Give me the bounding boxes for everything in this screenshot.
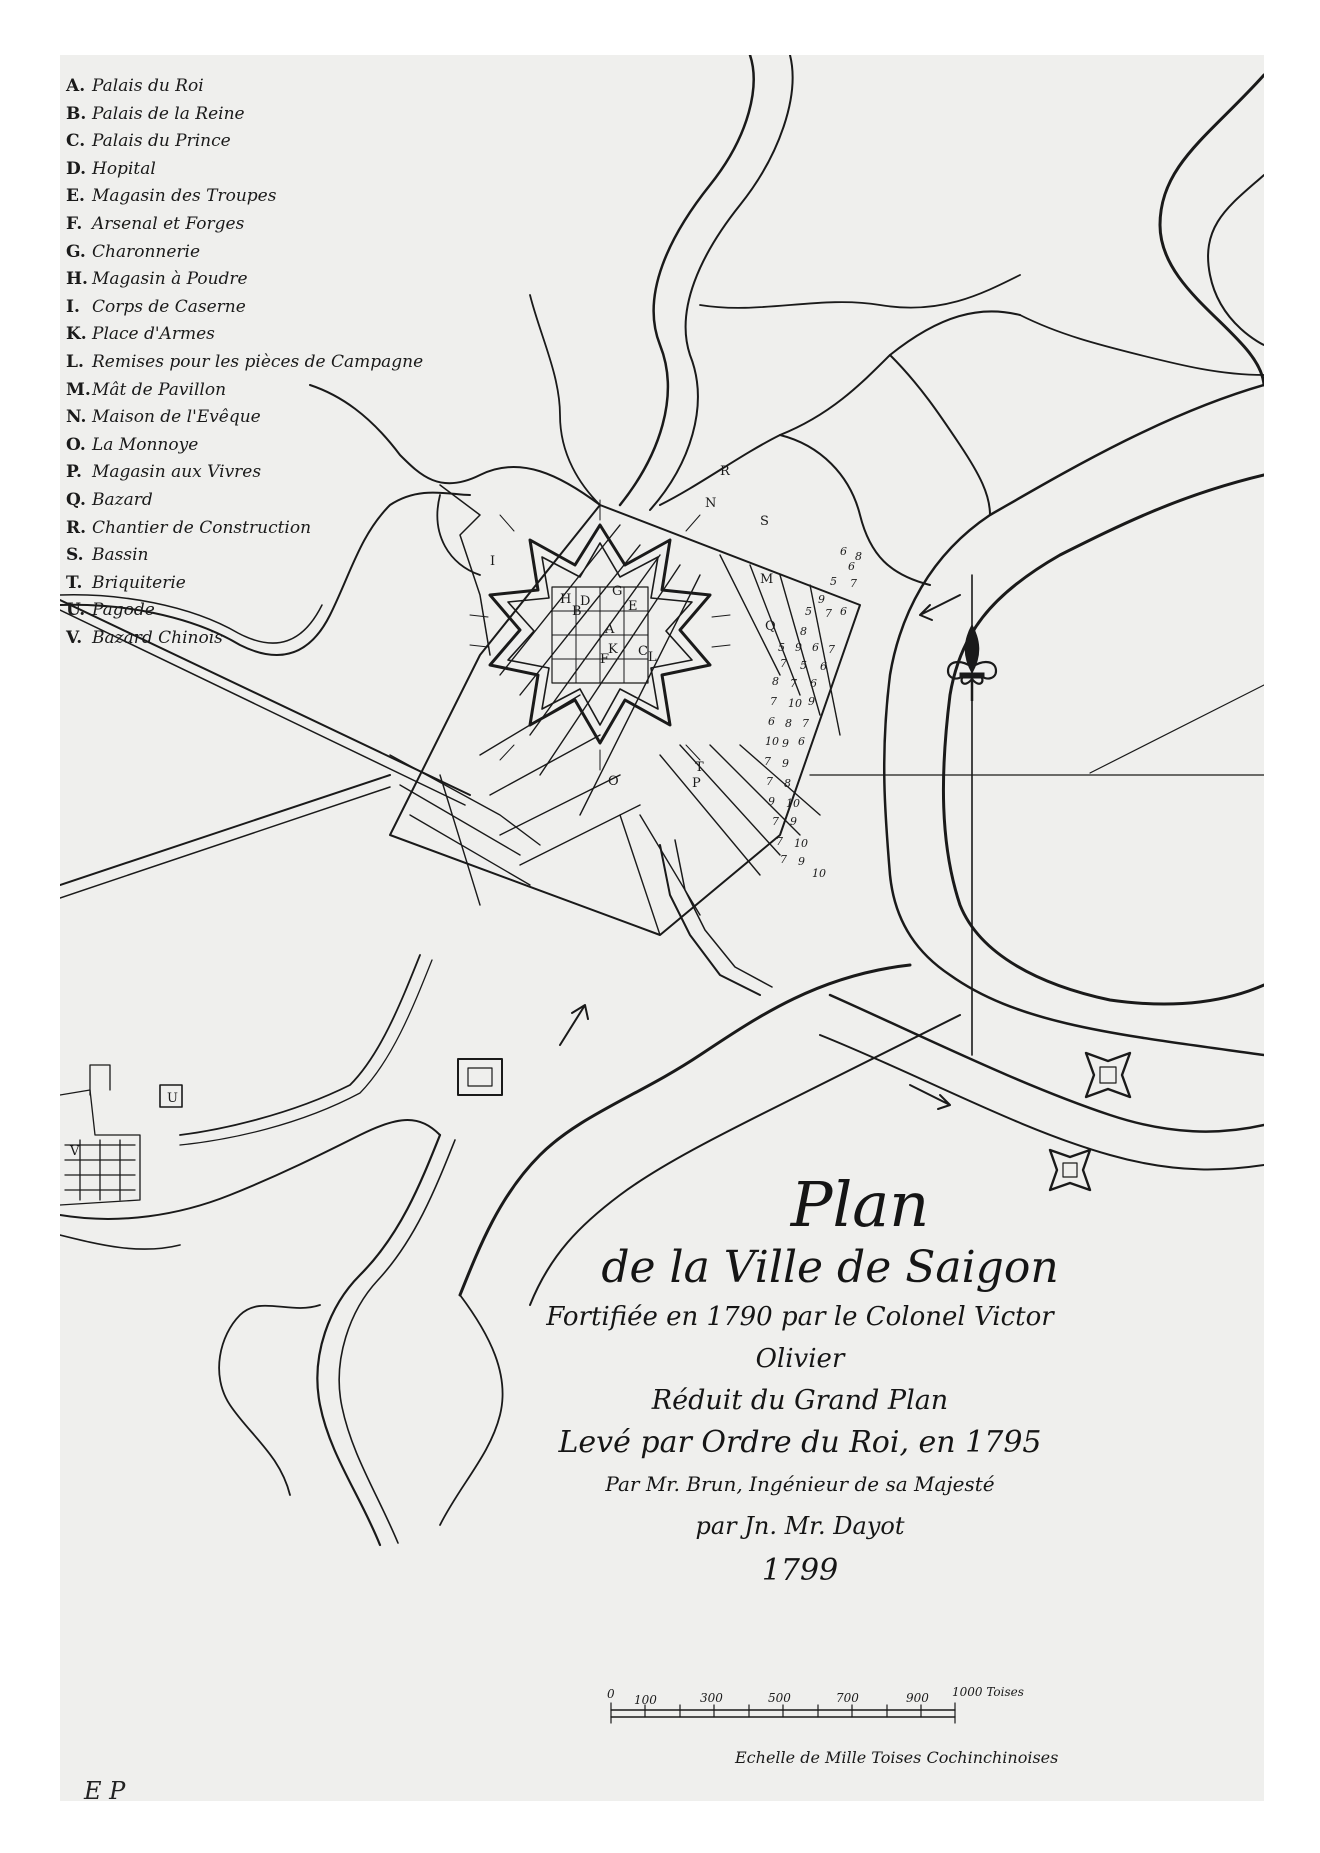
legend-item: [66, 211, 423, 239]
sounding: 9: [818, 593, 825, 606]
sounding: 7: [850, 577, 857, 590]
legend-item: [66, 542, 423, 570]
map-letter: B: [572, 604, 582, 619]
map-sheet: [60, 55, 1264, 1801]
legend-key: V.: [66, 627, 83, 648]
sw-road-b: [180, 960, 432, 1145]
map-letter: K: [608, 642, 618, 657]
river-east-bank: [943, 475, 1264, 1004]
legend-key: G.: [66, 241, 86, 262]
title-surveyed: Levé par Ordre du Roi, en 1795: [558, 1425, 1042, 1460]
legend-label: Bazard Chinois: [92, 627, 223, 648]
east-redoubt: [1086, 1053, 1130, 1097]
legend-item: [66, 597, 423, 625]
sounding: 10: [812, 867, 826, 880]
legend-item: [66, 625, 423, 653]
sounding: 9: [798, 855, 805, 868]
legend-label: Hopital: [92, 158, 156, 179]
scale-bar: [611, 1703, 955, 1723]
sounding: 6: [840, 605, 847, 618]
sounding: 7: [776, 835, 783, 848]
sounding: 6: [812, 641, 819, 654]
sounding: 10: [765, 735, 779, 748]
title-fortified: Fortifiée en 1790 par le Colonel Victor Olivier: [546, 1302, 1054, 1374]
north-creek-4: [890, 355, 990, 515]
main-river-bank-outer: [1160, 75, 1264, 385]
sounding: 5: [800, 659, 807, 672]
sounding: 9: [795, 641, 802, 654]
current-arrow-3: [560, 1005, 588, 1045]
legend-item: [66, 377, 423, 405]
depth-soundings: [764, 545, 862, 880]
legend-label: Mât de Pavillon: [92, 379, 227, 400]
legend-key: H.: [66, 269, 88, 290]
title-city: de la Ville de Saigon: [601, 1242, 1059, 1293]
legend-key: S.: [66, 545, 84, 566]
scale-tick-label: 1000 Toises: [952, 1685, 1024, 1699]
sounding: 7: [772, 815, 779, 828]
sounding: 5: [778, 641, 785, 654]
north-creek-5: [700, 275, 1020, 308]
legend-key: Q.: [66, 489, 86, 510]
sounding: 6: [768, 715, 775, 728]
sounding: 8: [784, 777, 791, 790]
title-reduced: Réduit du Grand Plan: [651, 1385, 949, 1416]
legend-item: [66, 183, 423, 211]
map-letter: N: [705, 496, 717, 511]
briquiterie-square: [458, 1059, 502, 1095]
title-plan: Plan: [790, 1168, 930, 1241]
scale-tick-label: 700: [836, 1691, 859, 1705]
map-letter: E: [628, 599, 638, 614]
sounding: 8: [772, 675, 779, 688]
map-letter: D: [580, 594, 591, 609]
legend-key: C.: [66, 131, 86, 152]
sounding: 9: [790, 815, 797, 828]
legend-item: [66, 73, 423, 101]
legend-item: [66, 156, 423, 184]
sounding: 7: [780, 657, 787, 670]
legend-label: Chantier de Construction: [92, 517, 312, 538]
legend-label: Place d'Armes: [92, 324, 215, 345]
sounding: 9: [782, 737, 789, 750]
sounding: 6: [848, 560, 855, 573]
legend-item: [66, 128, 423, 156]
map-title-cartouche: [520, 1170, 1080, 1594]
legend-item: [66, 487, 423, 515]
legend-label: Magasin des Troupes: [92, 186, 277, 207]
sounding: 7: [802, 717, 809, 730]
legend-label: Palais du Prince: [92, 131, 231, 152]
legend-item: [66, 570, 423, 598]
legend-label: Corps de Caserne: [92, 296, 246, 317]
map-letter: I: [490, 554, 496, 569]
river-west-bank: [884, 385, 1264, 1055]
sounding: 8: [785, 717, 792, 730]
legend-label: Magasin aux Vivres: [92, 462, 262, 483]
legend-key: P.: [66, 462, 82, 483]
sounding: 6: [840, 545, 847, 558]
map-letter: V: [70, 1144, 80, 1159]
legend-key: L.: [66, 351, 84, 372]
map-letter: A: [605, 622, 615, 637]
river-lower-bank: [830, 995, 1264, 1132]
sounding: 7: [790, 677, 797, 690]
legend-label: Charonnerie: [92, 241, 201, 262]
fleur-de-lis-icon: [948, 625, 996, 701]
legend-item: [66, 101, 423, 129]
sw-road: [180, 955, 420, 1135]
north-creek-1b: [650, 55, 793, 510]
map-letter: U: [167, 1091, 178, 1106]
title-year: 1799: [761, 1553, 839, 1588]
map-letter: M: [760, 572, 774, 587]
legend-label: Palais de la Reine: [92, 103, 245, 124]
title-engineer: Par Mr. Brun, Ingénieur de sa Majesté: [605, 1472, 995, 1496]
sw-creek-2b: [339, 1140, 455, 1543]
nw-creek-3: [437, 495, 480, 575]
sounding: 7: [764, 755, 771, 768]
map-letter: F: [600, 652, 610, 667]
legend-item: [66, 432, 423, 460]
sounding: 9: [808, 695, 815, 708]
legend-label: La Monnoye: [92, 434, 199, 455]
west-road-2b: [60, 787, 390, 898]
legend-item: [66, 294, 423, 322]
legend-label: Palais du Roi: [92, 76, 204, 96]
legend-item: [66, 404, 423, 432]
legend-key: M.: [66, 379, 91, 400]
map-letter: G: [612, 584, 623, 599]
sounding: 10: [786, 797, 800, 810]
map-letter: T: [695, 760, 704, 775]
sounding: 10: [794, 837, 808, 850]
scale-tick-label: 900: [906, 1691, 929, 1705]
north-creek-1: [620, 55, 754, 505]
scale-tick-label: 0: [607, 1687, 615, 1701]
chinese-bazaar-town: [60, 1065, 140, 1205]
sounding: 7: [825, 607, 832, 620]
city-wall-north: [440, 485, 490, 655]
sounding: 7: [770, 695, 777, 708]
legend-key: O.: [66, 434, 86, 455]
legend-item: [66, 515, 423, 543]
legend-item: [66, 321, 423, 349]
legend-key: R.: [66, 517, 87, 538]
legend-label: Remises pour les pièces de Campagne: [92, 351, 424, 372]
legend-item: [66, 239, 423, 267]
scale-tick-label: 300: [700, 1691, 723, 1705]
map-letter: S: [760, 514, 769, 529]
legend-key: E.: [66, 186, 85, 207]
sw-creek-3: [219, 1305, 320, 1495]
legend-key: U.: [66, 600, 86, 621]
sounding: 7: [828, 643, 835, 656]
sounding: 6: [798, 735, 805, 748]
sounding: 10: [788, 697, 802, 710]
legend-key: B.: [66, 103, 87, 124]
north-creek-6: [1020, 315, 1264, 375]
sounding: 8: [800, 625, 807, 638]
nw-creek-2: [530, 295, 600, 505]
sw-creek-2: [317, 1135, 440, 1545]
title-author: par Jn. Mr. Dayot: [695, 1512, 905, 1540]
legend-key: K.: [66, 324, 87, 345]
map-letter: P: [692, 776, 701, 791]
map-letter: Q: [765, 619, 776, 634]
map-letter: L: [648, 650, 657, 665]
legend-label: Magasin à Poudre: [92, 269, 248, 290]
sounding: 5: [830, 575, 837, 588]
legend-list: [66, 73, 423, 652]
legend-key: A.: [66, 76, 86, 96]
river-lower-bank-2: [820, 1035, 1264, 1169]
scale-caption: Echelle de Mille Toises Cochinchinoises: [735, 1748, 1059, 1767]
legend-label: Briquiterie: [92, 572, 186, 593]
legend-key: T.: [66, 572, 83, 593]
legend-label: Maison de l'Evêque: [92, 407, 261, 428]
legend-label: Arsenal et Forges: [92, 213, 245, 234]
sounding: 6: [810, 677, 817, 690]
north-creek-2: [660, 311, 1020, 505]
legend-label: Bassin: [92, 545, 149, 566]
legend-key: D.: [66, 158, 87, 179]
sounding: 6: [820, 660, 827, 673]
map-letter: O: [608, 774, 619, 789]
sounding: 7: [780, 853, 787, 866]
chart-line-ne: [1090, 685, 1264, 773]
scale-tick-label: 500: [768, 1691, 791, 1705]
engraver-monogram: E P: [84, 1777, 126, 1801]
scale-tick-label: 100: [634, 1693, 657, 1707]
legend-key: N.: [66, 407, 87, 428]
legend-label: Bazard: [92, 489, 153, 510]
sounding: 7: [766, 775, 773, 788]
legend-item: [66, 459, 423, 487]
legend-item: [66, 349, 423, 377]
sounding: 5: [805, 605, 812, 618]
sw-creek-5: [60, 1235, 180, 1249]
sounding: 9: [768, 795, 775, 808]
map-letter: R: [720, 464, 730, 479]
legend-key: F.: [66, 213, 83, 234]
sounding: 9: [782, 757, 789, 770]
map-letter: H: [560, 592, 572, 607]
city-canal-b: [675, 840, 772, 987]
current-arrow-1: [920, 595, 960, 620]
west-road-2: [60, 775, 390, 885]
sw-creek-4: [440, 1295, 503, 1525]
sounding: 8: [855, 550, 862, 563]
legend-item: [66, 266, 423, 294]
legend-key: I.: [66, 296, 80, 317]
legend-label: Pagode: [92, 600, 155, 621]
map-letter: C: [638, 644, 648, 659]
